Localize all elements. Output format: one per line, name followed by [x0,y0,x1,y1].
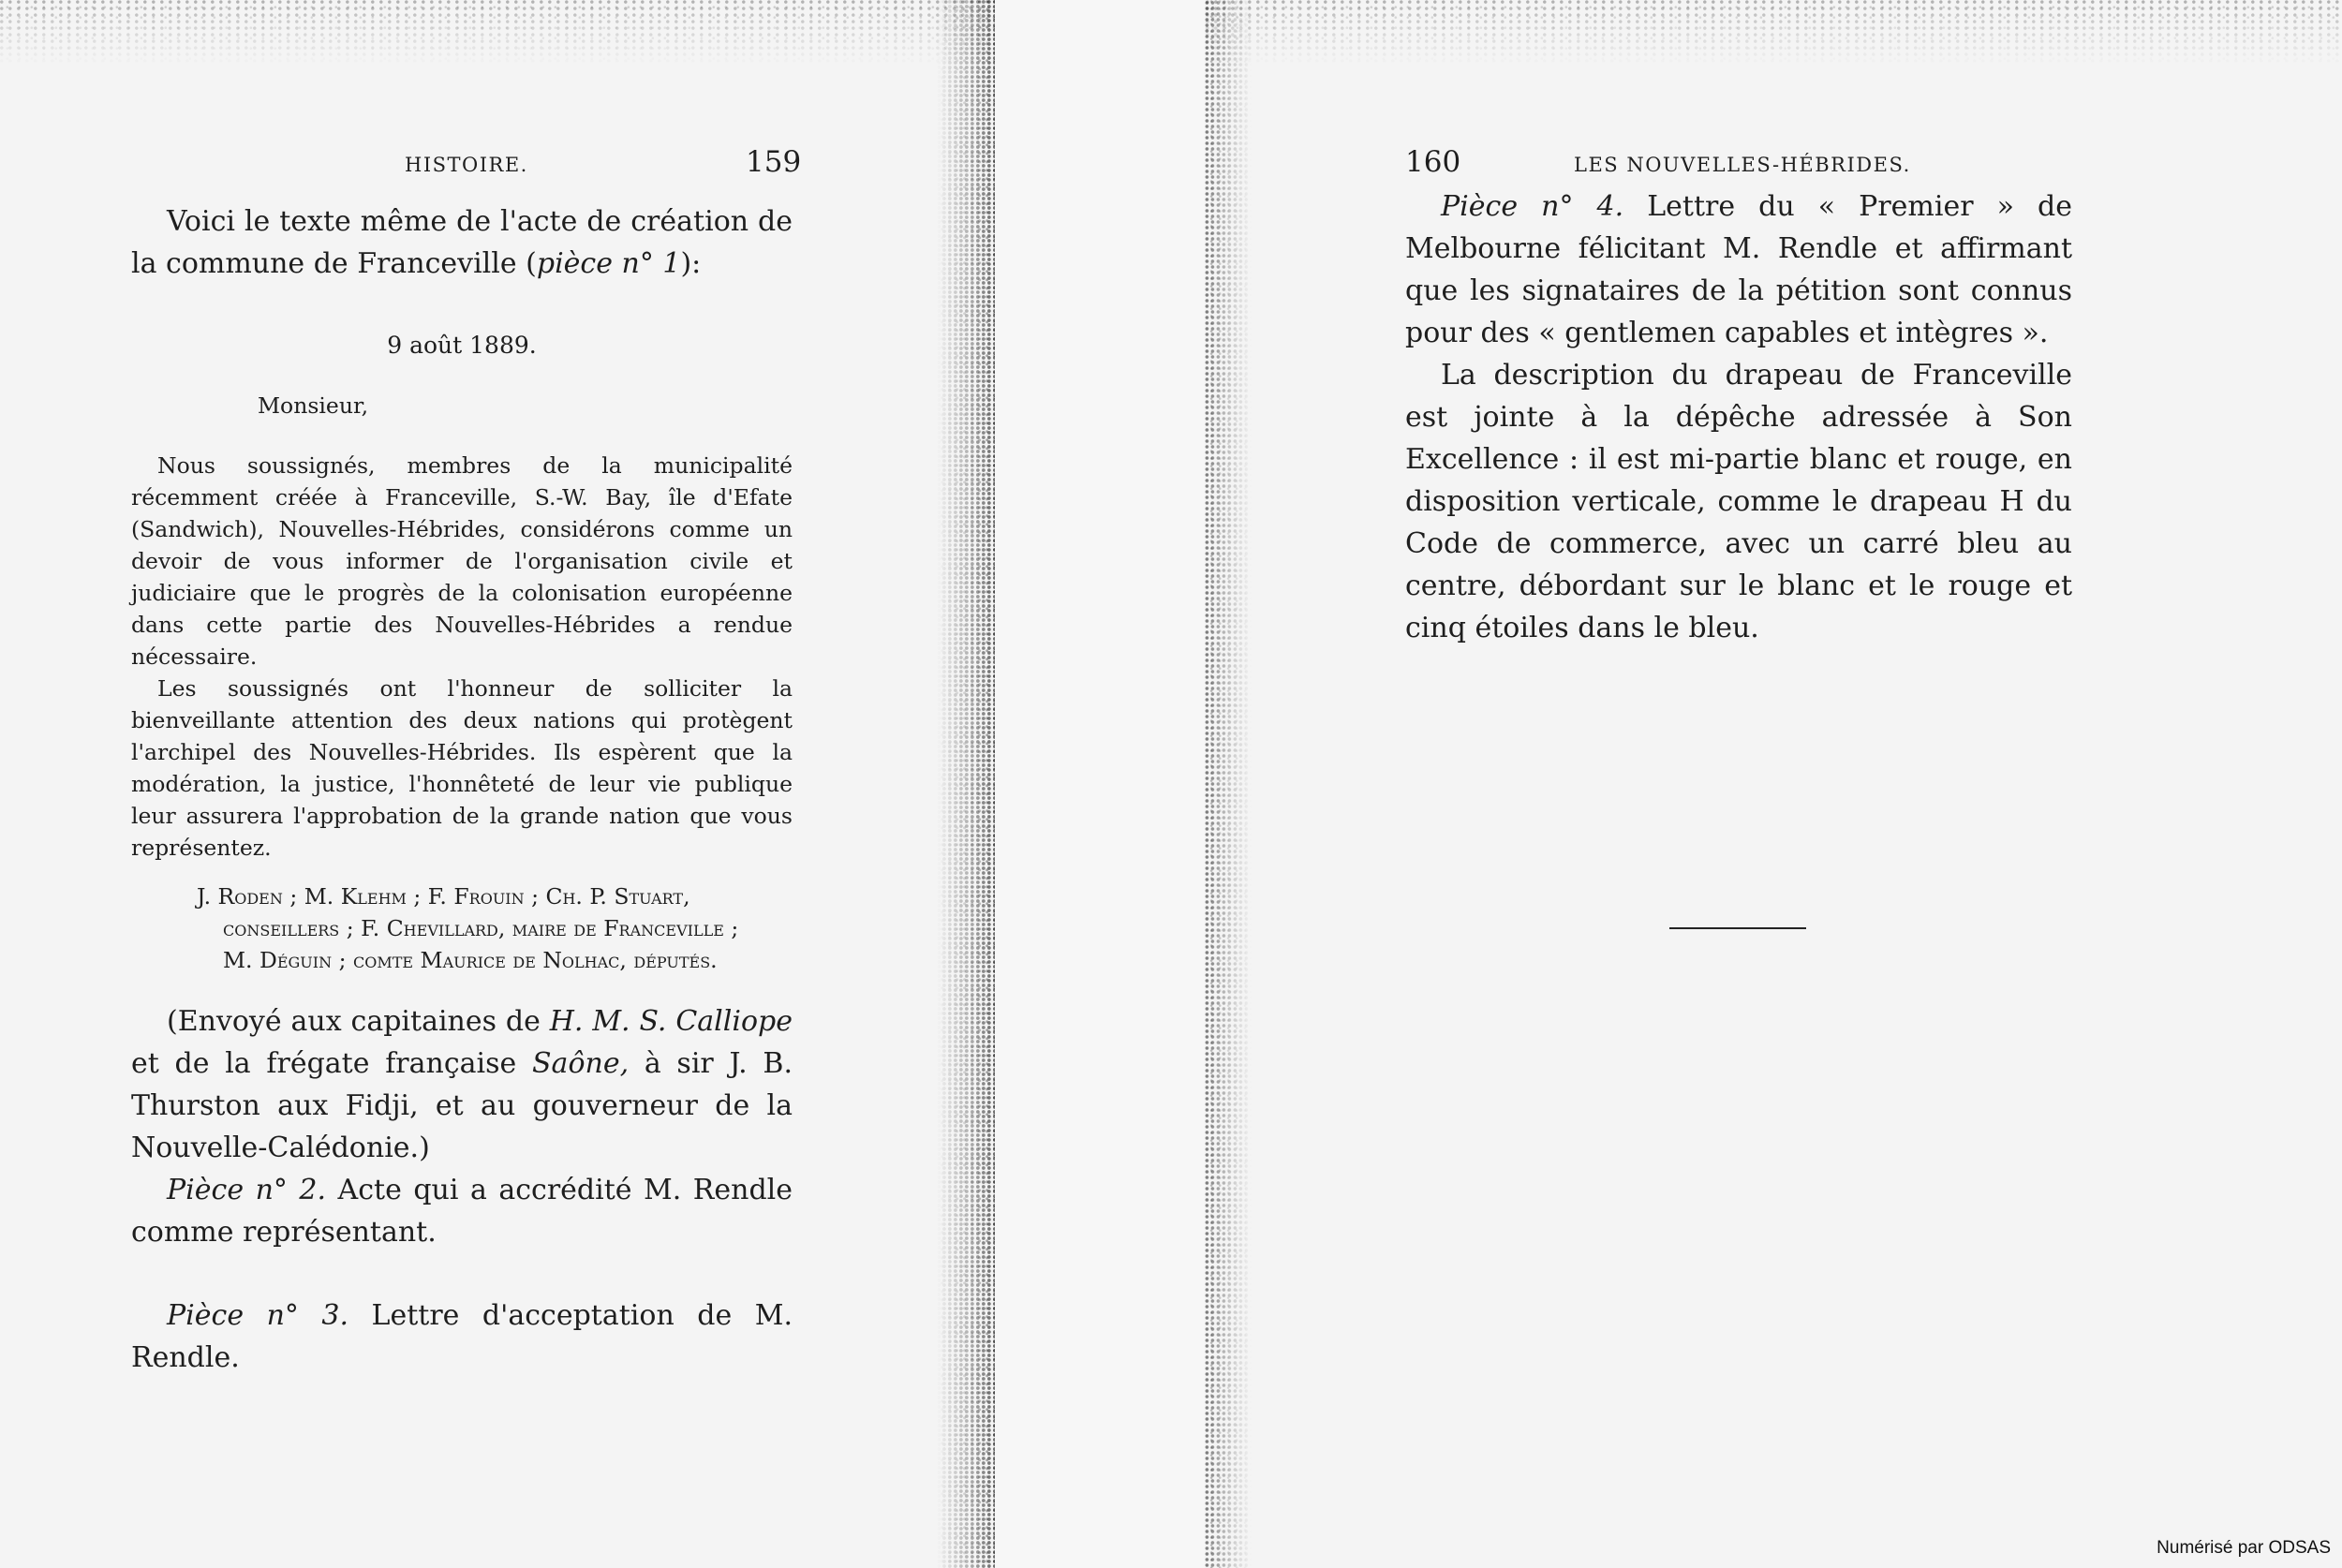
signatories-line-3: M. Déguin ; comte Maurice de Nolhac, députés. [223,947,718,973]
signatories-line-1: J. Roden ; M. Klehm ; F. Frouin ; Ch. P. Stuart, [197,883,690,910]
piece-4-paragraph [1405,185,2072,649]
piece-3-label: Pièce n° 3. [167,1299,349,1332]
running-head-right: LES NOUVELLES-HÉBRIDES. [1574,154,1911,176]
letter-date: 9 août 1889. [387,332,537,359]
page-number-right: 160 [1405,145,1461,179]
piece-3-text: Lettre d'acceptation de M. Rendle. [131,1299,793,1374]
piece-3-paragraph [131,1294,793,1379]
sent-to-text-2: et de la frégate française [131,1047,532,1080]
letter-block [131,330,793,976]
piece-2-paragraph [131,1169,793,1253]
sent-to-text-3: à sir J. B. Thurston aux Fidji, et au gouverneur de la Nouvelle-Calédonie.) [131,1047,793,1164]
intro-paragraph [131,200,793,285]
flag-description-paragraph: La description du drapeau de Franceville est jointe à la dépêche adressée à Son Excellence : il est mi-partie blanc et rouge, en disposition verticale, comme le drapeau H du Code de commerce, avec un carré bleu au centre, débordant sur le blanc et le rouge et cinq étoiles dans le bleu. [1405,359,2072,644]
intro-text: Voici le texte même de l'acte de création de la commune de Franceville ( [131,205,793,280]
gutter [995,0,1205,1568]
right-page [1252,0,2342,1568]
gutter-shadow-left [937,0,1002,1568]
running-head-left: HISTOIRE. [405,154,528,176]
intro-text-end: ): [680,247,702,280]
piece-4-label: Pièce n° 4. [1441,190,1624,223]
piece-2-label: Pièce n° 2. [167,1174,327,1206]
sent-to-paragraph [131,1000,793,1169]
letter-paragraph-2: Les soussignés ont l'honneur de solliciter la bienveillante attention des deux nations qui protègent l'archipel des Nouvelles-Hébrides. Ils espèrent que la modération, la justice, l'honnêteté de leur vie publique leur assurera l'approbation de la grande nation que vous représentez. [131,675,793,861]
piece-4-text: Lettre du « Premier » de Melbourne félicitant M. Rendle et affirmant que les signataires de la pétition sont connus pour des « gentlemen capables et intègres ». [1405,190,2072,349]
signatories [131,880,793,976]
letter-salutation: Monsieur, [258,392,369,419]
sent-to-text: (Envoyé aux capitaines de [167,1005,550,1038]
letter-paragraph-1: Nous soussignés, membres de la municipalité récemment créée à Franceville, S.-W. Bay, île d'Efate (Sandwich), Nouvelles-Hébrides, considérons comme un devoir de vous informer de l'organisation civile et judiciaire que le progrès de la colonisation européenne dans cette partie des Nouvelles-Hébrides a rendue nécessaire. [131,452,793,670]
gutter-shadow-right [1205,0,1252,1568]
frigate-name: Saône, [532,1047,630,1080]
piece-2-text: Acte qui a accrédité M. Rendle comme représentant. [131,1174,793,1249]
page-number-left: 159 [746,145,802,179]
intro-piece-ref: pièce n° 1 [536,247,681,280]
digitization-credit: Numérisé par ODSAS [2157,1538,2331,1558]
section-end-rule [1669,927,1806,929]
signatories-line-2: conseillers ; F. Chevillard, maire de Franceville ; [223,915,739,941]
left-page [0,0,937,1568]
ship-name: H. M. S. Calliope [549,1005,793,1038]
